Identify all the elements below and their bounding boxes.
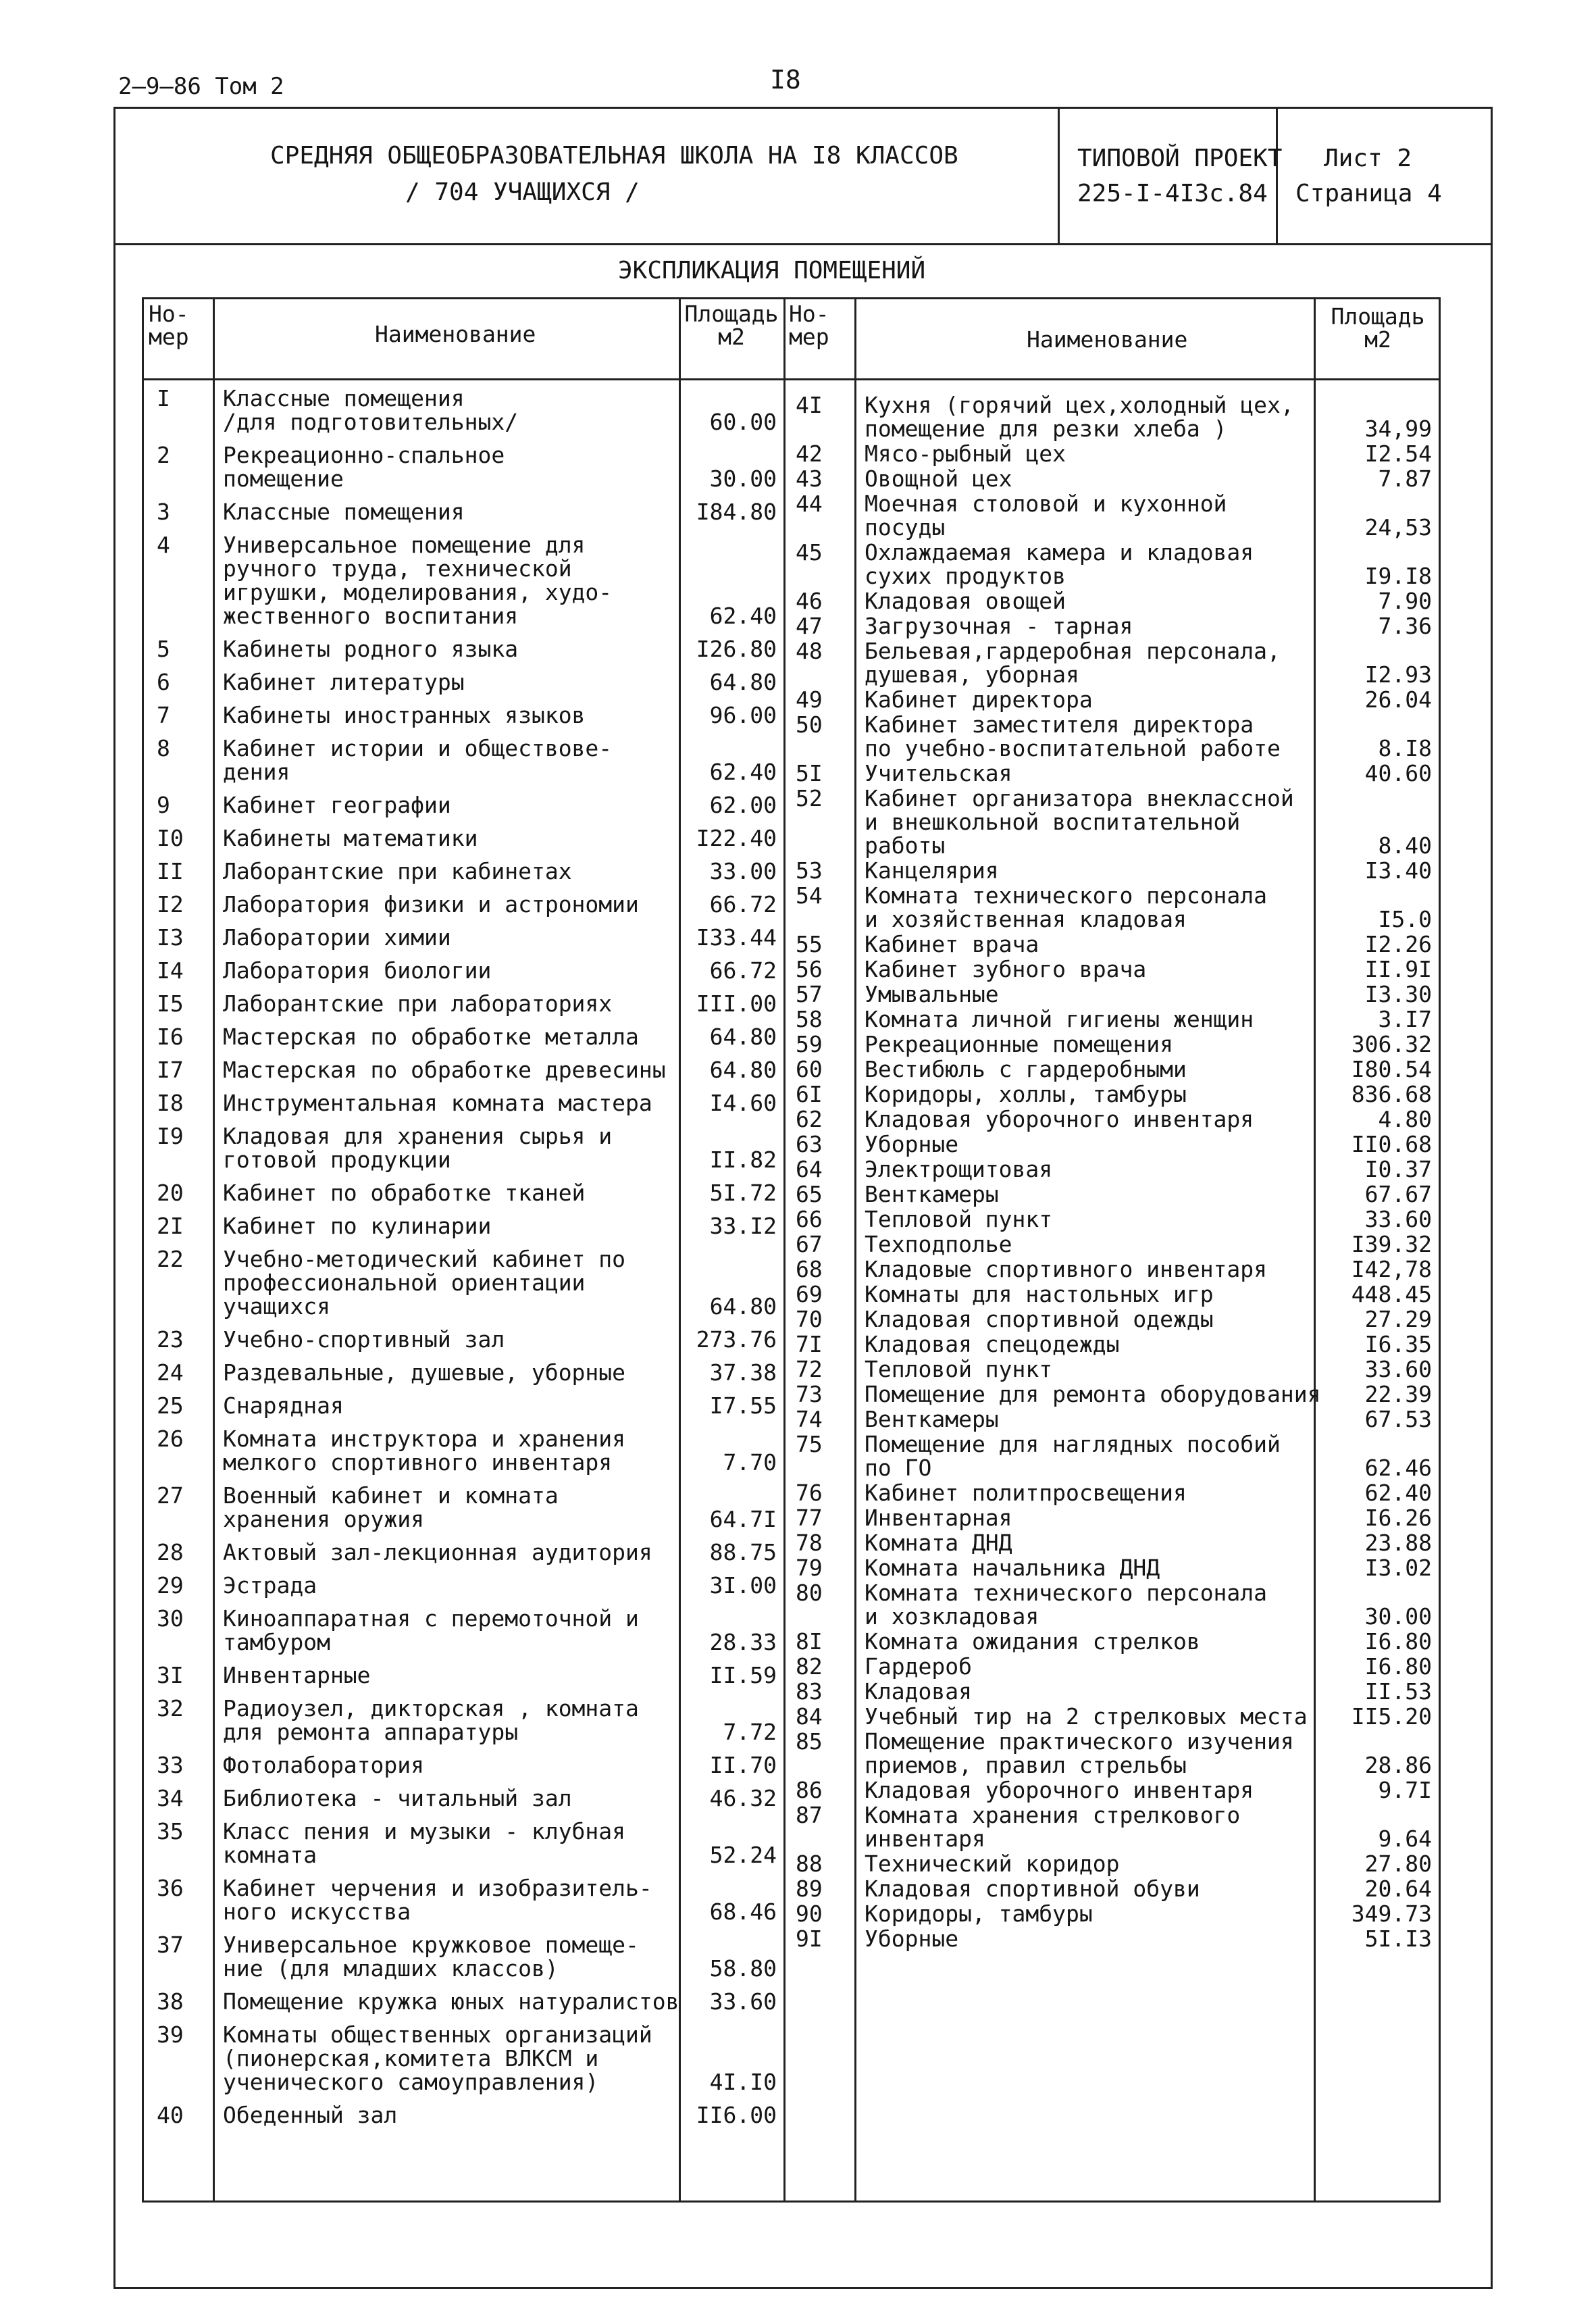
row-number: 37	[157, 1932, 184, 1958]
room-area: I39.32	[1351, 1231, 1432, 1257]
room-name: Технический коридор	[865, 1851, 1120, 1877]
row-number: 20	[157, 1180, 184, 1206]
room-name: Помещение для ремонта оборудования	[865, 1381, 1321, 1407]
room-area: 64.80	[709, 1024, 777, 1050]
row-number: 55	[796, 931, 823, 957]
room-area: 24,53	[1364, 514, 1432, 540]
room-area: 62.40	[1364, 1480, 1432, 1506]
room-name: Радиоузел, дикторская , комната для ремонта аппаратуры	[223, 1695, 639, 1745]
room-area: II.82	[709, 1147, 777, 1173]
room-area: 4.80	[1378, 1106, 1432, 1132]
room-name: Кабинет заместителя директора по учебно-воспитательной работе	[865, 711, 1281, 761]
room-area: 96.00	[709, 702, 777, 728]
room-name: Помещение практического изучения приемов, правил стрельбы	[865, 1728, 1294, 1778]
room-name: Кладовые спортивного инвентаря	[865, 1256, 1268, 1282]
room-area: I84.80	[696, 499, 777, 525]
room-area: 306.32	[1351, 1031, 1432, 1057]
row-number: 6I	[796, 1081, 823, 1107]
row-number: 23	[157, 1326, 184, 1353]
room-name: Бельевая,гардеробная персонала, душевая, уборная	[865, 638, 1281, 688]
room-area: 64.80	[709, 669, 777, 695]
room-name: Обеденный зал	[223, 2102, 398, 2128]
room-name: Кабинет географии	[223, 792, 451, 818]
row-number: 58	[796, 1006, 823, 1032]
row-number: 87	[796, 1802, 823, 1828]
row-number: 30	[157, 1605, 184, 1632]
row-number: 50	[796, 711, 823, 738]
row-number: 82	[796, 1653, 823, 1680]
row-number: 4	[157, 532, 170, 558]
room-name: Рекреационно-спальное помещение	[223, 442, 505, 492]
row-number: 66	[796, 1206, 823, 1232]
row-number: I7	[157, 1057, 184, 1083]
room-name: Кухня (горячий цех,холодный цех, помещение для резки хлеба )	[865, 392, 1294, 442]
row-number: 48	[796, 638, 823, 664]
room-area: 20.64	[1364, 1876, 1432, 1902]
row-number: 86	[796, 1777, 823, 1803]
room-name: Инструментальная комната мастера	[223, 1090, 652, 1116]
room-area: 68.46	[709, 1898, 777, 1925]
col-header-area-right: Площадь м2	[1331, 303, 1425, 353]
room-name: Комната ожидания стрелков	[865, 1628, 1200, 1655]
room-area: I9.I8	[1364, 563, 1432, 589]
document-title-line1: СРЕДНЯЯ ОБЩЕОБРАЗОВАТЕЛЬНАЯ ШКОЛА НА I8 КЛАССОВ	[270, 142, 958, 170]
room-area: 33.60	[709, 1988, 777, 2015]
row-number: I3	[157, 924, 184, 951]
room-area: 7.36	[1378, 613, 1432, 639]
room-area: 34,99	[1364, 416, 1432, 442]
room-area: 62.00	[709, 792, 777, 818]
room-area: 67.67	[1364, 1181, 1432, 1207]
room-name: Лаборантские при кабинетах	[223, 858, 572, 884]
room-area: I6.80	[1364, 1653, 1432, 1680]
room-area: 46.32	[709, 1785, 777, 1811]
room-name: Кабинеты математики	[223, 825, 478, 851]
room-area: I2.54	[1364, 441, 1432, 467]
room-name: Тепловой пункт	[865, 1206, 1053, 1232]
room-name: Техподполье	[865, 1231, 1012, 1257]
room-area: 27.80	[1364, 1851, 1432, 1877]
room-area: I4.60	[709, 1090, 777, 1116]
room-area: I7.55	[709, 1392, 777, 1419]
row-number: I5	[157, 990, 184, 1017]
room-area: 22.39	[1364, 1381, 1432, 1407]
row-number: 74	[796, 1406, 823, 1432]
row-number: 68	[796, 1256, 823, 1282]
row-number: I2	[157, 891, 184, 917]
row-number: 39	[157, 2021, 184, 2048]
room-name: Кладовая спортивной обуви	[865, 1876, 1200, 1902]
room-area: I2.26	[1364, 931, 1432, 957]
room-area: 28.86	[1364, 1752, 1432, 1778]
room-area: I0.37	[1364, 1156, 1432, 1182]
room-area: 64.7I	[709, 1506, 777, 1532]
room-area: 8.I8	[1378, 735, 1432, 761]
table-title: ЭКСПЛИКАЦИЯ ПОМЕЩЕНИЙ	[618, 257, 926, 284]
row-number: 32	[157, 1695, 184, 1721]
page-number: I8	[770, 65, 801, 95]
row-number: 59	[796, 1031, 823, 1057]
row-number: I6	[157, 1024, 184, 1050]
room-name: Кабинеты родного языка	[223, 636, 519, 662]
row-number: 22	[157, 1246, 184, 1272]
row-number: 29	[157, 1572, 184, 1599]
room-area: 33.60	[1364, 1356, 1432, 1382]
room-area: I5.0	[1378, 906, 1432, 932]
row-number: 52	[796, 785, 823, 811]
room-area: 9.7I	[1378, 1777, 1432, 1803]
room-area: 3.I7	[1378, 1006, 1432, 1032]
room-name: Классные помещения /для подготовительных/	[223, 385, 519, 435]
row-number: 65	[796, 1181, 823, 1207]
room-area: 7.70	[723, 1449, 777, 1476]
room-name: Учебно-спортивный зал	[223, 1326, 505, 1353]
room-name: Гардероб	[865, 1653, 972, 1680]
room-name: Класс пения и музыки - клубная комната	[223, 1818, 626, 1868]
room-name: Помещение для наглядных пособий по ГО	[865, 1431, 1281, 1481]
room-name: Комнаты для настольных игр	[865, 1281, 1214, 1307]
row-number: 69	[796, 1281, 823, 1307]
room-name: Канцелярия	[865, 857, 999, 884]
row-number: 88	[796, 1851, 823, 1877]
room-area: 5I.I3	[1364, 1926, 1432, 1952]
row-number: 67	[796, 1231, 823, 1257]
room-name: Помещение кружка юных натуралистов	[223, 1988, 679, 2015]
room-area: II.9I	[1364, 956, 1432, 982]
page-label: Страница 4	[1295, 180, 1442, 207]
room-area: 349.73	[1351, 1901, 1432, 1927]
room-area: I2.93	[1364, 661, 1432, 688]
room-name: Мастерская по обработке древесины	[223, 1057, 666, 1083]
room-area: 58.80	[709, 1955, 777, 1982]
row-number: 47	[796, 613, 823, 639]
room-name: Кабинет черчения и изобразитель- ного искусства	[223, 1875, 652, 1925]
room-name: Военный кабинет и комната хранения оружия	[223, 1482, 559, 1532]
room-area: 448.45	[1351, 1281, 1432, 1307]
row-number: 6	[157, 669, 170, 695]
room-area: 30.00	[709, 466, 777, 492]
room-name: Овощной цех	[865, 466, 1012, 492]
row-number: 34	[157, 1785, 184, 1811]
row-number: 28	[157, 1539, 184, 1565]
room-area: I22.40	[696, 825, 777, 851]
row-number: 2	[157, 442, 170, 468]
room-area: II6.00	[696, 2102, 777, 2128]
room-area: I33.44	[696, 924, 777, 951]
room-area: II.53	[1364, 1678, 1432, 1705]
room-area: 28.33	[709, 1629, 777, 1655]
row-number: 60	[796, 1056, 823, 1082]
room-area: 836.68	[1351, 1081, 1432, 1107]
room-name: Уборные	[865, 1926, 959, 1952]
row-number: 62	[796, 1106, 823, 1132]
room-area: I42,78	[1351, 1256, 1432, 1282]
room-area: 3I.00	[709, 1572, 777, 1599]
row-number: I4	[157, 957, 184, 984]
row-number: 24	[157, 1359, 184, 1386]
row-number: 80	[796, 1580, 823, 1606]
row-number: 46	[796, 588, 823, 614]
row-number: 90	[796, 1901, 823, 1927]
room-area: 5I.72	[709, 1180, 777, 1206]
row-number: 33	[157, 1752, 184, 1778]
row-number: 42	[796, 441, 823, 467]
row-number: 45	[796, 539, 823, 565]
room-name: Кабинет зубного врача	[865, 956, 1147, 982]
row-number: 40	[157, 2102, 184, 2128]
row-number: 53	[796, 857, 823, 884]
col-header-name-left: Наименование	[375, 321, 536, 347]
room-name: Электрощитовая	[865, 1156, 1053, 1182]
row-number: 56	[796, 956, 823, 982]
row-number: 9	[157, 792, 170, 818]
room-area: 66.72	[709, 957, 777, 984]
room-area: 4I.I0	[709, 2069, 777, 2095]
title-block-divider	[1276, 107, 1278, 243]
room-name: Библиотека - читальный зал	[223, 1785, 572, 1811]
room-name: Комната технического персонала и хозкладовая	[865, 1580, 1268, 1630]
room-area: I3.02	[1364, 1555, 1432, 1581]
room-area: 7.90	[1378, 588, 1432, 614]
col-header-name-right: Наименование	[1027, 326, 1188, 353]
room-name: Коридоры, холлы, тамбуры	[865, 1081, 1187, 1107]
column-divider	[783, 297, 786, 2203]
room-name: Загрузочная - тарная	[865, 613, 1133, 639]
room-area: III.00	[696, 990, 777, 1017]
room-area: II5.20	[1351, 1703, 1432, 1730]
room-name: Кабинет истории и обществове- дения	[223, 735, 613, 785]
room-name: Вестибюль с гардеробными	[865, 1056, 1187, 1082]
room-name: Универсальное кружковое помеще- ние (для младших классов)	[223, 1932, 639, 1982]
row-number: 78	[796, 1530, 823, 1556]
room-name: Кабинет по обработке тканей	[223, 1180, 586, 1206]
room-area: I3.40	[1364, 857, 1432, 884]
row-number: 7	[157, 702, 170, 728]
room-name: Комната ДНД	[865, 1530, 1012, 1556]
row-number: 76	[796, 1480, 823, 1506]
sheet-label: Лист 2	[1324, 145, 1412, 172]
row-number: 43	[796, 466, 823, 492]
room-name: Киноаппаратная с перемоточной и тамбуром	[223, 1605, 639, 1655]
col-header-area-left: Площадь м2	[684, 301, 779, 350]
room-name: Кладовая спортивной одежды	[865, 1306, 1214, 1332]
room-name: Комната инструктора и хранения мелкого спортивного инвентаря	[223, 1426, 626, 1476]
room-name: Лаборатория биологии	[223, 957, 492, 984]
room-name: Лаборатория физики и астрономии	[223, 891, 639, 917]
room-area: I3.30	[1364, 981, 1432, 1007]
room-name: Уборные	[865, 1131, 959, 1157]
room-area: II.59	[709, 1662, 777, 1688]
room-area: 60.00	[709, 409, 777, 435]
room-name: Учительская	[865, 760, 1012, 786]
room-name: Актовый зал-лекционная аудитория	[223, 1539, 652, 1565]
row-number: 85	[796, 1728, 823, 1755]
column-divider	[854, 297, 856, 2203]
col-header-number-right: Но- мер	[789, 301, 829, 350]
room-area: I6.80	[1364, 1628, 1432, 1655]
room-name: Кабинеты иностранных языков	[223, 702, 586, 728]
row-number: 84	[796, 1703, 823, 1730]
row-number: 70	[796, 1306, 823, 1332]
room-name: Эстрада	[223, 1572, 317, 1599]
room-area: I6.35	[1364, 1331, 1432, 1357]
row-number: 63	[796, 1131, 823, 1157]
room-area: 40.60	[1364, 760, 1432, 786]
room-area: 52.24	[709, 1842, 777, 1868]
row-number: 2I	[157, 1213, 184, 1239]
row-number: 36	[157, 1875, 184, 1901]
room-name: Комната хранения стрелкового инвентаря	[865, 1802, 1241, 1852]
row-number: 79	[796, 1555, 823, 1581]
room-name: Лаборантские при лабораториях	[223, 990, 613, 1017]
room-area: 66.72	[709, 891, 777, 917]
row-number: 77	[796, 1505, 823, 1531]
room-name: Лаборатории химии	[223, 924, 451, 951]
room-name: Классные помещения	[223, 499, 465, 525]
room-area: 9.64	[1378, 1826, 1432, 1852]
col-header-number-left: Но- мер	[149, 301, 189, 350]
row-number: 8I	[796, 1628, 823, 1655]
room-area: 33.I2	[709, 1213, 777, 1239]
room-name: Моечная столовой и кухонной посуды	[865, 491, 1227, 540]
room-name: Универсальное помещение для ручного труда, технической игрушки, моделирования, худо- жественного воспитания	[223, 532, 613, 629]
room-name: Комнаты общественных организаций (пионерская,комитета ВЛКСМ и ученического самоуправления)	[223, 2021, 652, 2095]
room-name: Учебный тир на 2 стрелковых места	[865, 1703, 1308, 1730]
room-area: 62.46	[1364, 1455, 1432, 1481]
row-number: 64	[796, 1156, 823, 1182]
room-area: 8.40	[1378, 832, 1432, 859]
room-name: Мастерская по обработке металла	[223, 1024, 639, 1050]
row-number: 44	[796, 491, 823, 517]
room-name: Комната технического персонала и хозяйственная кладовая	[865, 882, 1268, 932]
room-name: Снарядная	[223, 1392, 344, 1419]
room-name: Раздевальные, душевые, уборные	[223, 1359, 626, 1386]
row-number: 73	[796, 1381, 823, 1407]
row-number: I	[157, 385, 170, 411]
room-name: Венткамеры	[865, 1181, 999, 1207]
room-area: 37.38	[709, 1359, 777, 1386]
room-name: Кладовая овощей	[865, 588, 1066, 614]
room-area: 62.40	[709, 759, 777, 785]
row-number: 27	[157, 1482, 184, 1509]
room-area: 64.80	[709, 1293, 777, 1319]
room-area: 26.04	[1364, 686, 1432, 713]
room-area: 7.87	[1378, 466, 1432, 492]
room-name: Кабинет политпросвещения	[865, 1480, 1187, 1506]
room-name: Охлаждаемая камера и кладовая сухих продуктов	[865, 539, 1254, 589]
document-title-line2: / 704 УЧАЩИХСЯ /	[405, 178, 640, 206]
room-area: I80.54	[1351, 1056, 1432, 1082]
room-name: Коридоры, тамбуры	[865, 1901, 1093, 1927]
room-name: Инвентарные	[223, 1662, 371, 1688]
room-name: Умывальные	[865, 981, 999, 1007]
room-area: 23.88	[1364, 1530, 1432, 1556]
row-number: 35	[157, 1818, 184, 1844]
row-number: 38	[157, 1988, 184, 2015]
room-name: Кладовая	[865, 1678, 972, 1705]
room-area: 33.60	[1364, 1206, 1432, 1232]
row-number: 4I	[796, 392, 823, 418]
room-area: 7.72	[723, 1719, 777, 1745]
room-name: Тепловой пункт	[865, 1356, 1053, 1382]
room-name: Учебно-методический кабинет по профессиональной ориентации учащихся	[223, 1246, 626, 1319]
room-name: Кладовая спецодежды	[865, 1331, 1120, 1357]
room-name: Кабинет директора	[865, 686, 1093, 713]
row-number: 9I	[796, 1926, 823, 1952]
row-number: 49	[796, 686, 823, 713]
title-block-divider	[1058, 107, 1060, 243]
row-number: I9	[157, 1123, 184, 1149]
room-area: I6.26	[1364, 1505, 1432, 1531]
row-number: 25	[157, 1392, 184, 1419]
row-number: 83	[796, 1678, 823, 1705]
room-name: Венткамеры	[865, 1406, 999, 1432]
room-name: Кабинет литературы	[223, 669, 465, 695]
room-area: 273.76	[696, 1326, 777, 1353]
room-area: 27.29	[1364, 1306, 1432, 1332]
room-area: 67.53	[1364, 1406, 1432, 1432]
row-number: 8	[157, 735, 170, 761]
row-number: I8	[157, 1090, 184, 1116]
room-name: Кладовая уборочного инвентаря	[865, 1777, 1254, 1803]
row-number: 75	[796, 1431, 823, 1457]
document-code: 2–9–86 Том 2	[118, 73, 284, 100]
row-number: 57	[796, 981, 823, 1007]
room-area: I26.80	[696, 636, 777, 662]
row-number: 54	[796, 882, 823, 909]
title-block-divider	[113, 243, 1493, 245]
room-name: Кладовая уборочного инвентаря	[865, 1106, 1254, 1132]
row-number: 7I	[796, 1331, 823, 1357]
row-number: 5I	[796, 760, 823, 786]
room-name: Кабинет организатора внеклассной и внешкольной воспитательной работы	[865, 785, 1294, 859]
room-name: Комната личной гигиены женщин	[865, 1006, 1254, 1032]
room-area: 30.00	[1364, 1603, 1432, 1630]
room-name: Кабинет по кулинарии	[223, 1213, 492, 1239]
room-name: Мясо-рыбный цех	[865, 441, 1066, 467]
room-name: Комната начальника ДНД	[865, 1555, 1160, 1581]
row-number: 3	[157, 499, 170, 525]
row-number: 89	[796, 1876, 823, 1902]
room-name: Фотолаборатория	[223, 1752, 425, 1778]
room-name: Рекреационные помещения	[865, 1031, 1173, 1057]
room-name: Кабинет врача	[865, 931, 1039, 957]
row-number: I0	[157, 825, 184, 851]
room-area: 88.75	[709, 1539, 777, 1565]
project-code: 225-I-4I3с.84	[1077, 180, 1268, 207]
room-area: II0.68	[1351, 1131, 1432, 1157]
row-number: 3I	[157, 1662, 184, 1688]
row-number: 72	[796, 1356, 823, 1382]
row-number: II	[157, 858, 184, 884]
room-name: Инвентарная	[865, 1505, 1012, 1531]
room-area: 62.40	[709, 603, 777, 629]
project-label: ТИПОВОЙ ПРОЕКТ	[1077, 145, 1283, 172]
room-name: Кладовая для хранения сырья и готовой продукции	[223, 1123, 613, 1173]
header-divider	[142, 378, 1441, 380]
row-number: 26	[157, 1426, 184, 1452]
column-divider	[213, 297, 215, 2203]
row-number: 5	[157, 636, 170, 662]
room-area: 64.80	[709, 1057, 777, 1083]
room-area: 33.00	[709, 858, 777, 884]
room-area: II.70	[709, 1752, 777, 1778]
